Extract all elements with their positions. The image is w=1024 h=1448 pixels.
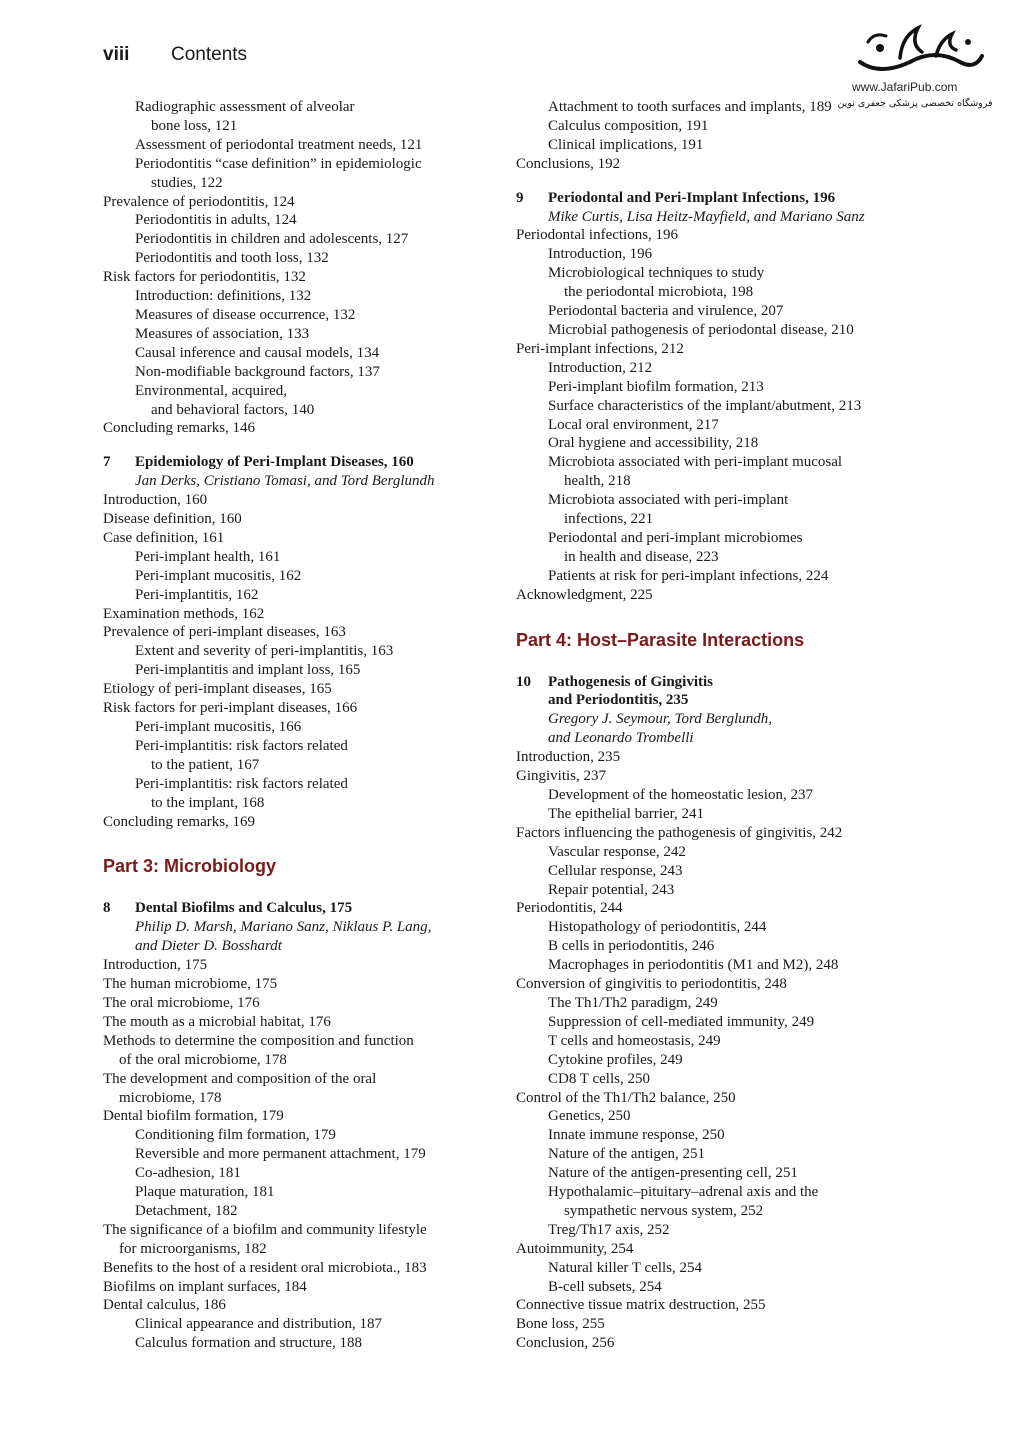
chapter-heading [516, 189, 906, 208]
toc-subentry: Attachment to tooth surfaces and implants, 189 [548, 99, 832, 115]
toc-subentry: Peri-implantitis: risk factors related [135, 775, 348, 792]
toc-subentry: Calculus composition, 191 [548, 117, 709, 134]
toc-entry: Case definition, 161 [103, 529, 225, 546]
toc-subentry: The epithelial barrier, 241 [548, 805, 704, 822]
toc-subentry: Cytokine profiles, 249 [548, 1051, 683, 1068]
chapter-authors: Gregory J. Seymour, Tord Berglundh, [548, 711, 773, 728]
toc-subentry: B-cell subsets, 254 [548, 1278, 662, 1295]
toc-subentry: Radiographic assessment of alveolar [135, 99, 355, 115]
toc-subentry: Periodontal bacteria and virulence, 207 [548, 303, 784, 320]
toc-entry: Benefits to the host of a resident oral microbiota., 183 [103, 1259, 427, 1276]
part-heading: Part 3: Microbiology [103, 856, 277, 877]
toc-entry: The significance of a biofilm and community lifestyle [103, 1221, 427, 1238]
toc-subentry: Surface characteristics of the implant/abutment, 213 [548, 397, 862, 414]
toc-entry: Introduction, 175 [103, 957, 208, 974]
toc-subentry: Measures of disease occurrence, 132 [135, 306, 356, 323]
toc-entry: Risk factors for peri-implant diseases, 166 [103, 700, 358, 717]
toc-subentry: Measures of association, 133 [135, 325, 310, 342]
toc-subentry: Clinical implications, 191 [548, 136, 704, 153]
toc-subentry: Calculus formation and structure, 188 [135, 1335, 363, 1352]
toc-subentry: Clinical appearance and distribution, 187 [135, 1316, 383, 1333]
toc-entry: Control of the Th1/Th2 balance, 250 [516, 1089, 736, 1106]
publisher-url: www.JafariPub.com [852, 80, 958, 94]
toc-subentry: studies, 122 [151, 174, 223, 191]
toc-entry: Risk factors for periodontitis, 132 [103, 269, 306, 286]
toc-subentry: infections, 221 [564, 511, 654, 528]
running-head [103, 44, 247, 66]
toc-entry: Prevalence of peri-implant diseases, 163 [103, 624, 346, 641]
toc-subentry: Peri-implantitis and implant loss, 165 [135, 662, 361, 679]
toc-subentry: Microbiota associated with peri-implant [548, 492, 789, 509]
toc-subentry: Repair potential, 243 [548, 881, 675, 898]
toc-subentry: and behavioral factors, 140 [151, 401, 315, 418]
toc-subentry: Microbiological techniques to study [548, 265, 765, 282]
toc-entry: Dental calculus, 186 [103, 1297, 226, 1314]
toc-subentry: Microbiota associated with peri-implant mucosal [548, 454, 843, 471]
toc-subentry: health, 218 [564, 473, 631, 490]
chapter-title: Periodontal and Peri-Implant Infections, 196 [548, 189, 836, 206]
toc-subentry: Periodontitis and tooth loss, 132 [135, 250, 329, 267]
toc-subentry: Natural killer T cells, 254 [548, 1259, 702, 1276]
toc-subentry: the periodontal microbiota, 198 [564, 284, 754, 301]
toc-subentry: Histopathology of periodontitis, 244 [548, 919, 767, 936]
toc-subentry: Cellular response, 243 [548, 862, 683, 879]
toc-entry: Bone loss, 255 [516, 1316, 605, 1333]
toc-right-column [516, 98, 906, 1353]
toc-subentry: Local oral environment, 217 [548, 416, 719, 433]
chapter-heading [103, 899, 473, 918]
toc-subentry: CD8 T cells, 250 [548, 1070, 650, 1087]
chapter-title-continued: and Periodontitis, 235 [548, 692, 689, 709]
toc-subentry: Peri-implantitis: risk factors related [135, 737, 348, 754]
toc-subentry: Peri-implant biofilm formation, 213 [548, 378, 764, 395]
toc-subentry: Treg/Th17 axis, 252 [548, 1221, 670, 1238]
toc-subentry: to the patient, 167 [151, 756, 260, 773]
toc-entry: Disease definition, 160 [103, 511, 242, 528]
toc-subentry: of the oral microbiome, 178 [119, 1051, 287, 1068]
toc-subentry: Development of the homeostatic lesion, 237 [548, 787, 813, 803]
chapter-authors: Mike Curtis, Lisa Heitz-Mayfield, and Mariano Sanz [548, 208, 865, 225]
chapter-number: 8 [103, 900, 111, 917]
toc-entry: Dental biofilm formation, 179 [103, 1108, 284, 1125]
toc-subentry: Causal inference and causal models, 134 [135, 344, 380, 361]
toc-subentry: Periodontal and peri-implant microbiomes [548, 529, 803, 546]
toc-subentry: Environmental, acquired, [135, 382, 288, 399]
toc-subentry: sympathetic nervous system, 252 [564, 1202, 764, 1219]
toc-entry: Methods to determine the composition and function [103, 1032, 414, 1049]
toc-subentry: Assessment of periodontal treatment needs, 121 [135, 136, 423, 153]
toc-entry: Conversion of gingivitis to periodontitis, 248 [516, 976, 787, 993]
toc-entry: Periodontitis, 244 [516, 900, 623, 917]
toc-entry: Introduction, 235 [516, 749, 621, 766]
toc-subentry: Non-modifiable background factors, 137 [135, 363, 380, 380]
toc-entry: Peri-implant infections, 212 [516, 340, 684, 357]
toc-subentry: Peri-implantitis, 162 [135, 586, 259, 603]
toc-entry: The development and composition of the oral [103, 1070, 377, 1087]
toc-subentry: Reversible and more permanent attachment, 179 [135, 1146, 426, 1163]
toc-subentry: Suppression of cell-mediated immunity, 249 [548, 1013, 815, 1030]
toc-subentry: Hypothalamic–pituitary–adrenal axis and the [548, 1184, 819, 1201]
toc-subentry: Nature of the antigen-presenting cell, 251 [548, 1165, 798, 1182]
toc-entry: Introduction, 160 [103, 492, 208, 509]
toc-entry: Conclusion, 256 [516, 1335, 615, 1352]
toc-subentry: to the implant, 168 [151, 794, 265, 811]
toc-entry: Biofilms on implant surfaces, 184 [103, 1278, 307, 1295]
toc-subentry: Periodontitis in children and adolescents, 127 [135, 231, 409, 248]
toc-subentry: Periodontitis “case definition” in epidemiologic [135, 155, 422, 172]
toc-subentry: Detachment, 182 [135, 1202, 238, 1219]
toc-subentry: microbiome, 178 [119, 1089, 222, 1106]
page-number: viii [103, 44, 130, 65]
chapter-title: Epidemiology of Peri-Implant Diseases, 160 [135, 454, 414, 471]
toc-subentry: Macrophages in periodontitis (M1 and M2), 248 [548, 957, 839, 974]
toc-entry: Prevalence of periodontitis, 124 [103, 193, 295, 210]
toc-subentry: Microbial pathogenesis of periodontal disease, 210 [548, 321, 854, 338]
toc-subentry: Introduction, 212 [548, 359, 653, 376]
toc-entry: Concluding remarks, 169 [103, 813, 256, 830]
toc-subentry: Peri-implant mucositis, 166 [135, 719, 302, 735]
toc-subentry: The Th1/Th2 paradigm, 249 [548, 994, 718, 1011]
toc-entry: Factors influencing the pathogenesis of gingivitis, 242 [516, 824, 843, 841]
toc-subentry: in health and disease, 223 [564, 548, 719, 565]
toc-entry: The oral microbiome, 176 [103, 994, 260, 1011]
toc-entry: The human microbiome, 175 [103, 976, 278, 993]
toc-subentry: T cells and homeostasis, 249 [548, 1032, 721, 1049]
chapter-number: 10 [516, 673, 531, 690]
chapter-authors: and Leonardo Trombelli [548, 730, 694, 747]
publisher-tagline: فروشگاه تخصصی پزشکی جعفری نوین [837, 98, 993, 109]
toc-entry: Examination methods, 162 [103, 605, 265, 622]
running-title: Contents [171, 44, 248, 65]
chapter-title: Pathogenesis of Gingivitis [548, 673, 714, 690]
toc-subentry: Introduction: definitions, 132 [135, 288, 312, 305]
chapter-heading [103, 453, 473, 472]
toc-subentry: Oral hygiene and accessibility, 218 [548, 435, 759, 452]
toc-entry: Autoimmunity, 254 [516, 1240, 634, 1257]
chapter-number: 7 [103, 454, 111, 471]
toc-entry: Connective tissue matrix destruction, 255 [516, 1297, 766, 1314]
toc-entry: Conclusions, 192 [516, 155, 621, 172]
toc-entry: Periodontal infections, 196 [516, 227, 679, 244]
toc-subentry: Vascular response, 242 [548, 843, 686, 860]
chapter-authors: and Dieter D. Bosshardt [135, 938, 282, 955]
toc-subentry: Nature of the antigen, 251 [548, 1146, 706, 1163]
toc-subentry: bone loss, 121 [151, 117, 238, 134]
toc-entry: The mouth as a microbial habitat, 176 [103, 1013, 331, 1030]
calligraphy-logo-icon [840, 18, 990, 80]
toc-subentry: Peri-implant mucositis, 162 [135, 567, 302, 584]
chapter-heading [516, 673, 906, 692]
toc-subentry: Patients at risk for peri-implant infections, 224 [548, 567, 829, 584]
toc-left-column [103, 98, 473, 1353]
toc-subentry: Periodontitis in adults, 124 [135, 212, 297, 229]
toc-subentry: Conditioning film formation, 179 [135, 1127, 336, 1144]
toc-subentry: Extent and severity of peri-implantitis, 163 [135, 643, 394, 660]
toc-subentry: Genetics, 250 [548, 1108, 631, 1125]
toc-entry: Etiology of peri-implant diseases, 165 [103, 681, 332, 698]
chapter-authors: Jan Derks, Cristiano Tomasi, and Tord Berglundh [135, 473, 435, 490]
chapter-title: Dental Biofilms and Calculus, 175 [135, 900, 353, 917]
chapter-number: 9 [516, 189, 524, 206]
toc-entry: Gingivitis, 237 [516, 768, 607, 785]
chapter-authors: Philip D. Marsh, Mariano Sanz, Niklaus P. Lang, [135, 919, 432, 936]
toc-subentry: Introduction, 196 [548, 246, 653, 263]
toc-entry: Acknowledgment, 225 [516, 586, 653, 603]
toc-entry: Concluding remarks, 146 [103, 420, 256, 437]
part-heading: Part 4: Host–Parasite Interactions [516, 629, 805, 650]
toc-subentry: B cells in periodontitis, 246 [548, 938, 715, 955]
toc-subentry: for microorganisms, 182 [119, 1240, 267, 1257]
toc-subentry: Co-adhesion, 181 [135, 1165, 241, 1182]
toc-subentry: Innate immune response, 250 [548, 1127, 725, 1144]
toc-subentry: Plaque maturation, 181 [135, 1184, 275, 1201]
toc-subentry: Peri-implant health, 161 [135, 548, 281, 565]
